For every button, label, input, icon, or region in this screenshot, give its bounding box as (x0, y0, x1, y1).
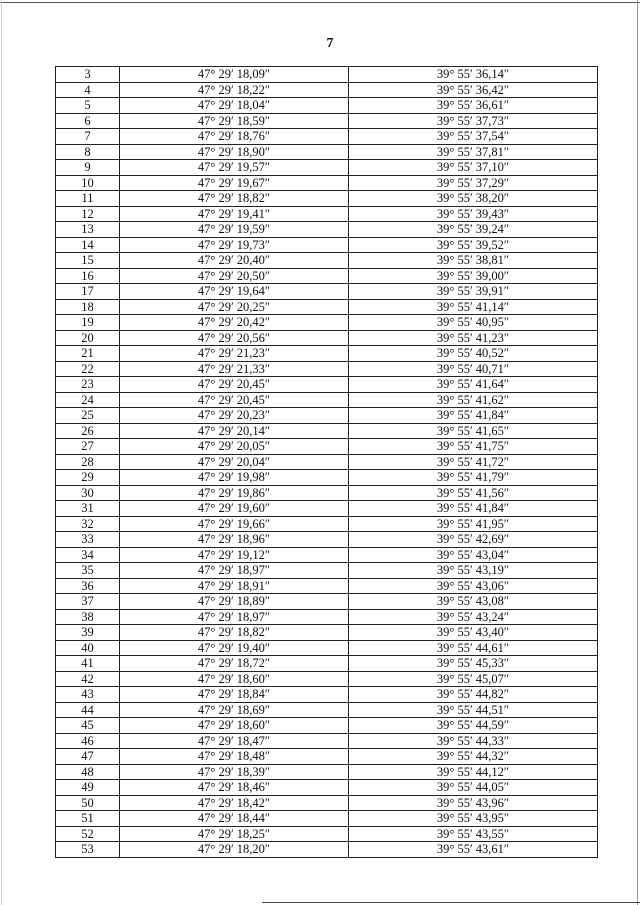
point-number-cell: 10 (56, 175, 120, 191)
latitude-cell: 47° 29′ 19,73″ (120, 237, 349, 253)
latitude-cell: 47° 29′ 20,56″ (120, 330, 349, 346)
table-row (56, 718, 598, 734)
latitude-cell: 47° 29′ 18,82″ (120, 625, 349, 641)
latitude-cell: 47° 29′ 19,12″ (120, 547, 349, 563)
longitude-cell: 39° 55′ 37,73″ (349, 113, 598, 129)
latitude-cell: 47° 29′ 18,76″ (120, 129, 349, 145)
longitude-cell: 39° 55′ 36,14″ (349, 67, 598, 83)
longitude-cell: 39° 55′ 44,82″ (349, 687, 598, 703)
longitude-cell: 39° 55′ 41,84″ (349, 408, 598, 424)
point-number-cell: 32 (56, 516, 120, 532)
point-number-cell: 33 (56, 532, 120, 548)
latitude-cell: 47° 29′ 20,50″ (120, 268, 349, 284)
table-row (56, 842, 598, 858)
longitude-cell: 39° 55′ 41,62″ (349, 392, 598, 408)
longitude-cell: 39° 55′ 36,61″ (349, 98, 598, 114)
longitude-cell: 39° 55′ 41,23″ (349, 330, 598, 346)
latitude-cell: 47° 29′ 21,23″ (120, 346, 349, 362)
latitude-cell: 47° 29′ 21,33″ (120, 361, 349, 377)
point-number-cell: 34 (56, 547, 120, 563)
longitude-cell: 39° 55′ 43,95″ (349, 811, 598, 827)
table-row (56, 485, 598, 501)
latitude-cell: 47° 29′ 18,97″ (120, 609, 349, 625)
table-row (56, 67, 598, 83)
table-row (56, 811, 598, 827)
table-row (56, 237, 598, 253)
point-number-cell: 13 (56, 222, 120, 238)
table-row (56, 408, 598, 424)
point-number-cell: 38 (56, 609, 120, 625)
latitude-cell: 47° 29′ 19,40″ (120, 640, 349, 656)
table-row (56, 191, 598, 207)
table-row (56, 532, 598, 548)
longitude-cell: 39° 55′ 37,81″ (349, 144, 598, 160)
longitude-cell: 39° 55′ 39,52″ (349, 237, 598, 253)
longitude-cell: 39° 55′ 41,72″ (349, 454, 598, 470)
latitude-cell: 47° 29′ 18,09″ (120, 67, 349, 83)
table-row (56, 439, 598, 455)
latitude-cell: 47° 29′ 18,44″ (120, 811, 349, 827)
latitude-cell: 47° 29′ 19,86″ (120, 485, 349, 501)
point-number-cell: 7 (56, 129, 120, 145)
longitude-cell: 39° 55′ 45,07″ (349, 671, 598, 687)
longitude-cell: 39° 55′ 43,24″ (349, 609, 598, 625)
point-number-cell: 6 (56, 113, 120, 129)
point-number-cell: 47 (56, 749, 120, 765)
latitude-cell: 47° 29′ 18,25″ (120, 826, 349, 842)
point-number-cell: 48 (56, 764, 120, 780)
table-row (56, 222, 598, 238)
point-number-cell: 36 (56, 578, 120, 594)
longitude-cell: 39° 55′ 39,91″ (349, 284, 598, 300)
longitude-cell: 39° 55′ 40,95″ (349, 315, 598, 331)
table-row (56, 640, 598, 656)
table-row (56, 377, 598, 393)
longitude-cell: 39° 55′ 38,81″ (349, 253, 598, 269)
point-number-cell: 12 (56, 206, 120, 222)
latitude-cell: 47° 29′ 19,66″ (120, 516, 349, 532)
latitude-cell: 47° 29′ 19,57″ (120, 160, 349, 176)
table-row (56, 82, 598, 98)
latitude-cell: 47° 29′ 19,59″ (120, 222, 349, 238)
latitude-cell: 47° 29′ 20,42″ (120, 315, 349, 331)
table-row (56, 299, 598, 315)
point-number-cell: 8 (56, 144, 120, 160)
table-row (56, 346, 598, 362)
point-number-cell: 31 (56, 501, 120, 517)
point-number-cell: 40 (56, 640, 120, 656)
longitude-cell: 39° 55′ 45,33″ (349, 656, 598, 672)
longitude-cell: 39° 55′ 39,24″ (349, 222, 598, 238)
point-number-cell: 39 (56, 625, 120, 641)
table-row (56, 764, 598, 780)
table-row (56, 423, 598, 439)
point-number-cell: 52 (56, 826, 120, 842)
point-number-cell: 42 (56, 671, 120, 687)
point-number-cell: 18 (56, 299, 120, 315)
longitude-cell: 39° 55′ 44,05″ (349, 780, 598, 796)
longitude-cell: 39° 55′ 37,54″ (349, 129, 598, 145)
table-row (56, 315, 598, 331)
table-row (56, 625, 598, 641)
latitude-cell: 47° 29′ 19,98″ (120, 470, 349, 486)
longitude-cell: 39° 55′ 44,61″ (349, 640, 598, 656)
point-number-cell: 37 (56, 594, 120, 610)
latitude-cell: 47° 29′ 20,45″ (120, 377, 349, 393)
longitude-cell: 39° 55′ 41,79″ (349, 470, 598, 486)
scan-edge-top (0, 2, 640, 3)
point-number-cell: 4 (56, 82, 120, 98)
point-number-cell: 41 (56, 656, 120, 672)
longitude-cell: 39° 55′ 43,96″ (349, 795, 598, 811)
table-row (56, 454, 598, 470)
longitude-cell: 39° 55′ 44,32″ (349, 749, 598, 765)
point-number-cell: 45 (56, 718, 120, 734)
table-row (56, 578, 598, 594)
longitude-cell: 39° 55′ 44,51″ (349, 702, 598, 718)
longitude-cell: 39° 55′ 44,12″ (349, 764, 598, 780)
table-row (56, 547, 598, 563)
scan-edge-right (637, 0, 638, 905)
longitude-cell: 39° 55′ 43,55″ (349, 826, 598, 842)
longitude-cell: 39° 55′ 44,59″ (349, 718, 598, 734)
table-row (56, 253, 598, 269)
point-number-cell: 17 (56, 284, 120, 300)
scan-edge-left (1, 0, 2, 905)
point-number-cell: 30 (56, 485, 120, 501)
table-row (56, 516, 598, 532)
latitude-cell: 47° 29′ 18,48″ (120, 749, 349, 765)
longitude-cell: 39° 55′ 44,33″ (349, 733, 598, 749)
table-row (56, 144, 598, 160)
point-number-cell: 49 (56, 780, 120, 796)
table-row (56, 392, 598, 408)
table-row (56, 656, 598, 672)
coordinates-table-body (56, 67, 598, 858)
latitude-cell: 47° 29′ 20,04″ (120, 454, 349, 470)
point-number-cell: 50 (56, 795, 120, 811)
point-number-cell: 20 (56, 330, 120, 346)
point-number-cell: 26 (56, 423, 120, 439)
longitude-cell: 39° 55′ 43,08″ (349, 594, 598, 610)
table-row (56, 563, 598, 579)
point-number-cell: 27 (56, 439, 120, 455)
latitude-cell: 47° 29′ 19,67″ (120, 175, 349, 191)
latitude-cell: 47° 29′ 18,69″ (120, 702, 349, 718)
point-number-cell: 22 (56, 361, 120, 377)
point-number-cell: 24 (56, 392, 120, 408)
longitude-cell: 39° 55′ 41,84″ (349, 501, 598, 517)
latitude-cell: 47° 29′ 18,60″ (120, 671, 349, 687)
table-row (56, 609, 598, 625)
point-number-cell: 28 (56, 454, 120, 470)
longitude-cell: 39° 55′ 41,95″ (349, 516, 598, 532)
table-row (56, 206, 598, 222)
longitude-cell: 39° 55′ 40,71″ (349, 361, 598, 377)
latitude-cell: 47° 29′ 20,05″ (120, 439, 349, 455)
latitude-cell: 47° 29′ 19,64″ (120, 284, 349, 300)
table-row (56, 113, 598, 129)
table-row (56, 330, 598, 346)
latitude-cell: 47° 29′ 20,25″ (120, 299, 349, 315)
latitude-cell: 47° 29′ 19,60″ (120, 501, 349, 517)
point-number-cell: 19 (56, 315, 120, 331)
latitude-cell: 47° 29′ 18,91″ (120, 578, 349, 594)
point-number-cell: 35 (56, 563, 120, 579)
longitude-cell: 39° 55′ 36,42″ (349, 82, 598, 98)
point-number-cell: 44 (56, 702, 120, 718)
table-row (56, 129, 598, 145)
longitude-cell: 39° 55′ 38,20″ (349, 191, 598, 207)
point-number-cell: 14 (56, 237, 120, 253)
latitude-cell: 47° 29′ 18,46″ (120, 780, 349, 796)
latitude-cell: 47° 29′ 18,60″ (120, 718, 349, 734)
latitude-cell: 47° 29′ 18,84″ (120, 687, 349, 703)
longitude-cell: 39° 55′ 41,65″ (349, 423, 598, 439)
table-row (56, 160, 598, 176)
point-number-cell: 23 (56, 377, 120, 393)
longitude-cell: 39° 55′ 39,43″ (349, 206, 598, 222)
latitude-cell: 47° 29′ 18,59″ (120, 113, 349, 129)
table-row (56, 175, 598, 191)
table-row (56, 284, 598, 300)
longitude-cell: 39° 55′ 37,10″ (349, 160, 598, 176)
latitude-cell: 47° 29′ 18,47″ (120, 733, 349, 749)
point-number-cell: 9 (56, 160, 120, 176)
longitude-cell: 39° 55′ 39,00″ (349, 268, 598, 284)
latitude-cell: 47° 29′ 18,90″ (120, 144, 349, 160)
longitude-cell: 39° 55′ 43,40″ (349, 625, 598, 641)
latitude-cell: 47° 29′ 20,14″ (120, 423, 349, 439)
table-row (56, 470, 598, 486)
coordinates-table (55, 66, 598, 858)
latitude-cell: 47° 29′ 18,72″ (120, 656, 349, 672)
table-row (56, 795, 598, 811)
longitude-cell: 39° 55′ 42,69″ (349, 532, 598, 548)
table-row (56, 826, 598, 842)
latitude-cell: 47° 29′ 18,96″ (120, 532, 349, 548)
longitude-cell: 39° 55′ 40,52″ (349, 346, 598, 362)
point-number-cell: 51 (56, 811, 120, 827)
longitude-cell: 39° 55′ 37,29″ (349, 175, 598, 191)
table-row (56, 268, 598, 284)
point-number-cell: 11 (56, 191, 120, 207)
table-row (56, 98, 598, 114)
table-row (56, 733, 598, 749)
table-row (56, 671, 598, 687)
point-number-cell: 16 (56, 268, 120, 284)
latitude-cell: 47° 29′ 18,39″ (120, 764, 349, 780)
table-row (56, 361, 598, 377)
table-row (56, 594, 598, 610)
point-number-cell: 25 (56, 408, 120, 424)
longitude-cell: 39° 55′ 43,04″ (349, 547, 598, 563)
table-row (56, 501, 598, 517)
longitude-cell: 39° 55′ 41,56″ (349, 485, 598, 501)
point-number-cell: 53 (56, 842, 120, 858)
latitude-cell: 47° 29′ 18,97″ (120, 563, 349, 579)
table-row (56, 702, 598, 718)
latitude-cell: 47° 29′ 18,04″ (120, 98, 349, 114)
point-number-cell: 15 (56, 253, 120, 269)
point-number-cell: 43 (56, 687, 120, 703)
point-number-cell: 21 (56, 346, 120, 362)
table-row (56, 687, 598, 703)
latitude-cell: 47° 29′ 18,89″ (120, 594, 349, 610)
longitude-cell: 39° 55′ 43,06″ (349, 578, 598, 594)
point-number-cell: 46 (56, 733, 120, 749)
latitude-cell: 47° 29′ 18,42″ (120, 795, 349, 811)
longitude-cell: 39° 55′ 43,19″ (349, 563, 598, 579)
latitude-cell: 47° 29′ 19,41″ (120, 206, 349, 222)
longitude-cell: 39° 55′ 41,75″ (349, 439, 598, 455)
table-row (56, 749, 598, 765)
point-number-cell: 29 (56, 470, 120, 486)
scan-edge-bottom (262, 902, 640, 903)
latitude-cell: 47° 29′ 18,20″ (120, 842, 349, 858)
longitude-cell: 39° 55′ 43,61″ (349, 842, 598, 858)
latitude-cell: 47° 29′ 18,22″ (120, 82, 349, 98)
longitude-cell: 39° 55′ 41,14″ (349, 299, 598, 315)
latitude-cell: 47° 29′ 18,82″ (120, 191, 349, 207)
latitude-cell: 47° 29′ 20,40″ (120, 253, 349, 269)
latitude-cell: 47° 29′ 20,45″ (120, 392, 349, 408)
longitude-cell: 39° 55′ 41,64″ (349, 377, 598, 393)
page-number: 7 (326, 36, 334, 51)
table-row (56, 780, 598, 796)
point-number-cell: 5 (56, 98, 120, 114)
point-number-cell: 3 (56, 67, 120, 83)
latitude-cell: 47° 29′ 20,23″ (120, 408, 349, 424)
